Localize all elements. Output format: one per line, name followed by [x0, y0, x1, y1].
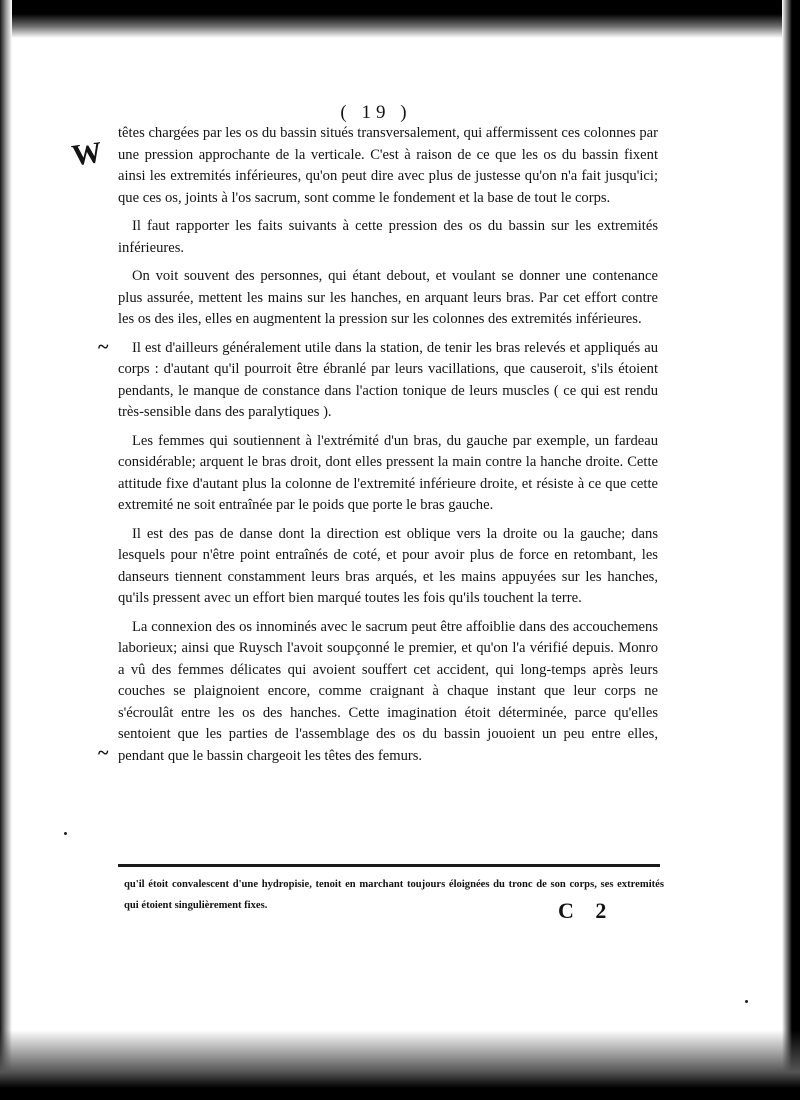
paragraph: Il est d'ailleurs généralement utile dans la station, de tenir les bras relevés et appliqués au corps : d'autant qu'il pourroit être ébranlé par leurs vacillations, que causeroit, s'ils étoient pendants, le manque de constance dans l'action tonique de leurs muscles ( ce qui est rendu très-sensible dans des paralytiques ).: [118, 339, 658, 420]
paragraph: Il est des pas de danse dont la direction est oblique vers la droite ou la gauche; dans lesquels pour n'être point entraînés de coté, et pour avoir plus de force en retombant, les danseurs tiennent constamment leurs bras arqués, et les mains appuyées sur les hanches, qu'ils pressent avec un effort bien marqué toutes les fois qu'ils touchent la terre.: [118, 525, 658, 606]
body-text: [118, 123, 658, 774]
scan-border-top: [0, 0, 800, 38]
margin-tick-mark: ~: [98, 742, 109, 764]
page-number: ( 19 ): [340, 102, 412, 123]
footnote: qu'il étoit convalescent d'une hydropisie, tenoit en marchant toujours éloignées du tronc de son corps, ses extremités qui étoient singulièrement fixes.: [124, 879, 664, 911]
footnote-rule: [118, 864, 660, 867]
scan-border-left: [0, 0, 12, 1100]
paragraph: Les femmes qui soutiennent à l'extrémité d'un bras, du gauche par exemple, un fardeau considérable; arquent le bras droit, dont elles pressent la main contre la hanche droite. Cette attitude fixe d'autant plus la colonne de l'extremité inférieure droite, et résiste à ce que cette extremité ne soit entraînée par le poids que porte le bras gauche.: [118, 432, 658, 513]
scan-border-bottom: [0, 1030, 800, 1100]
paragraph: têtes chargées par les os du bassin situés transversalement, qui affermissent ces colonnes par une pression approchante de la verticale. C'est à raison de ce que les os du bassin fixent ainsi les extremités inférieures, qu'on peut dire avec plus de justesse qu'on n'a fait jusqu'ici; que ces os, joints à l'os sacrum, sont comme le fondement et la base de tout le corps.: [118, 125, 658, 206]
paragraph: On voit souvent des personnes, qui étant debout, et voulant se donner une contenance plus assurée, mettent les mains sur les hanches, en arquant leurs bras. Par cet effort contre les os des iles, elles en augmentent la pression sur les colonnes des extremités inférieures.: [118, 268, 658, 327]
scan-speck: [64, 832, 67, 835]
scan-speck: [745, 1000, 748, 1003]
paragraph: Il faut rapporter les faits suivants à cette pression des os du bassin sur les extremités inférieures.: [118, 218, 658, 256]
signature-mark: C 2: [558, 898, 615, 923]
scan-border-right: [782, 0, 800, 1100]
margin-annotation-w: W: [69, 136, 99, 173]
margin-tick-mark: ~: [98, 336, 109, 358]
paragraph: La connexion des os innominés avec le sacrum peut être affoiblie dans des accouchemens laborieux; ainsi que Ruysch l'avoit soupçonné le premier, et qu'on l'a vérifié depuis. Monro a vû des femmes délicates qui avoient souffert cet accident, qui long-temps après leurs couches se plaignoient encore, comme craignant à chaque instant que leur corps ne s'écroulât entre les os des hanches. Cette imagination étoit déterminée, parce qu'elles sentoient que les parties de l'assemblage des os du bassin jouoient un peu entre elles, pendant que le bassin chargeoit les têtes des femurs.: [118, 618, 658, 764]
